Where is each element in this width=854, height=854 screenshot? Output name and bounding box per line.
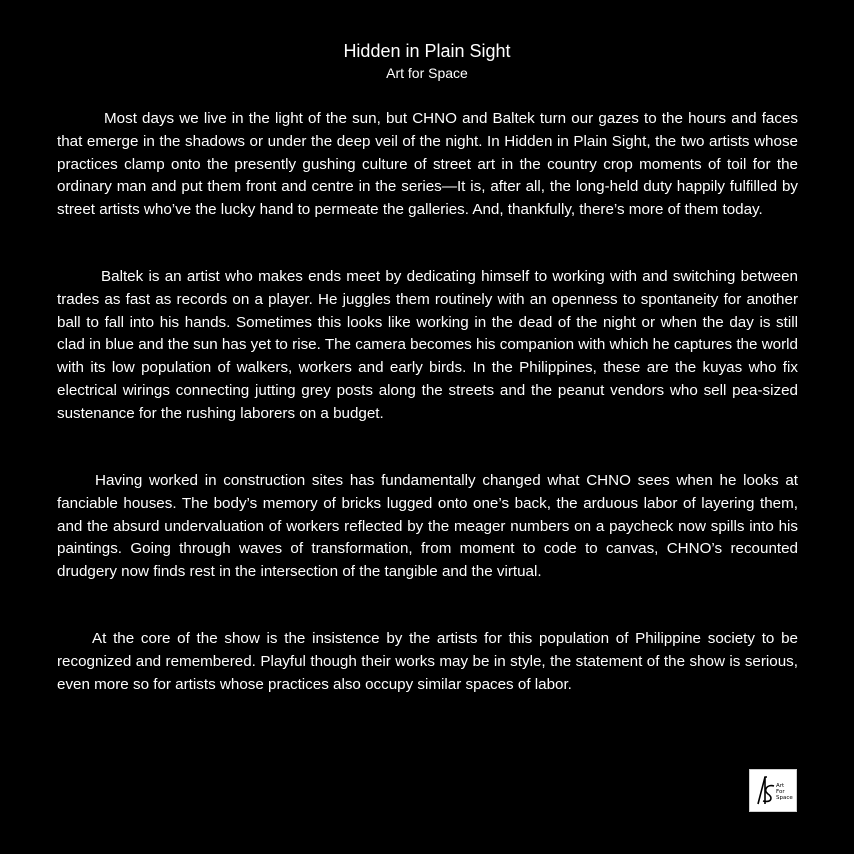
page-title: Hidden in Plain Sight: [343, 41, 511, 61]
art-for-space-logo: [749, 769, 797, 812]
paragraph-intro: Most days we live in the light of the sun, but CHNO and Baltek turn our gazes to the hours and faces that emerge in the shadows or under the deep veil of the night. In Hidden in Plain Sight, the two artists whose practices clamp onto the presently gushing culture of street art in the country crop moments of toil for the ordinary man and put them front and centre in the series—It is, after all, the long-held duty happily fulfilled by street artists who’ve the lucky hand to permeate the galleries. And, thankfully, there’s more of them today.: [57, 110, 798, 219]
paragraph-conclusion: At the core of the show is the insistence by the artists for this population of Philippine society to be recognized and remembered. Playful though their works may be in style, the statement of the show is serious, even more so for artists whose practices also occupy similar spaces of labor.: [57, 630, 798, 693]
page-subtitle: Art for Space: [386, 65, 468, 81]
logo-line-art: Art: [776, 783, 785, 789]
paragraph-chno: Having worked in construction sites has fundamentally changed what CHNO sees when he looks at fanciable houses. The body’s memory of bricks lugged onto one’s back, the arduous labor of layering them, and the absurd undervaluation of workers reflected by the meager numbers on a paycheck now spills into his paintings. Going through waves of transformation, from moment to code to canvas, CHNO’s recounted drudgery now finds rest in the intersection of the tangible and the virtual.: [57, 472, 798, 581]
logo-line-for: For: [776, 789, 785, 795]
logo-wordmark: [776, 783, 793, 801]
logo-line-space: Space: [776, 795, 793, 801]
paragraph-baltek: Baltek is an artist who makes ends meet by dedicating himself to working with and switching between trades as fast as records on a player. He juggles them routinely with an openness to spontaneity for another ball to fall into his hands. Sometimes this looks like working in the dead of the night or when the day is still clad in blue and the sun has yet to rise. The camera becomes his companion with which he captures the world with its low population of walkers, workers and early birds. In the Philippines, these are the kuyas who fix electrical wirings connecting jutting grey posts along the streets and the peanut vendors who sell pea-sized sustenance for the rushing laborers on a budget.: [57, 268, 798, 422]
